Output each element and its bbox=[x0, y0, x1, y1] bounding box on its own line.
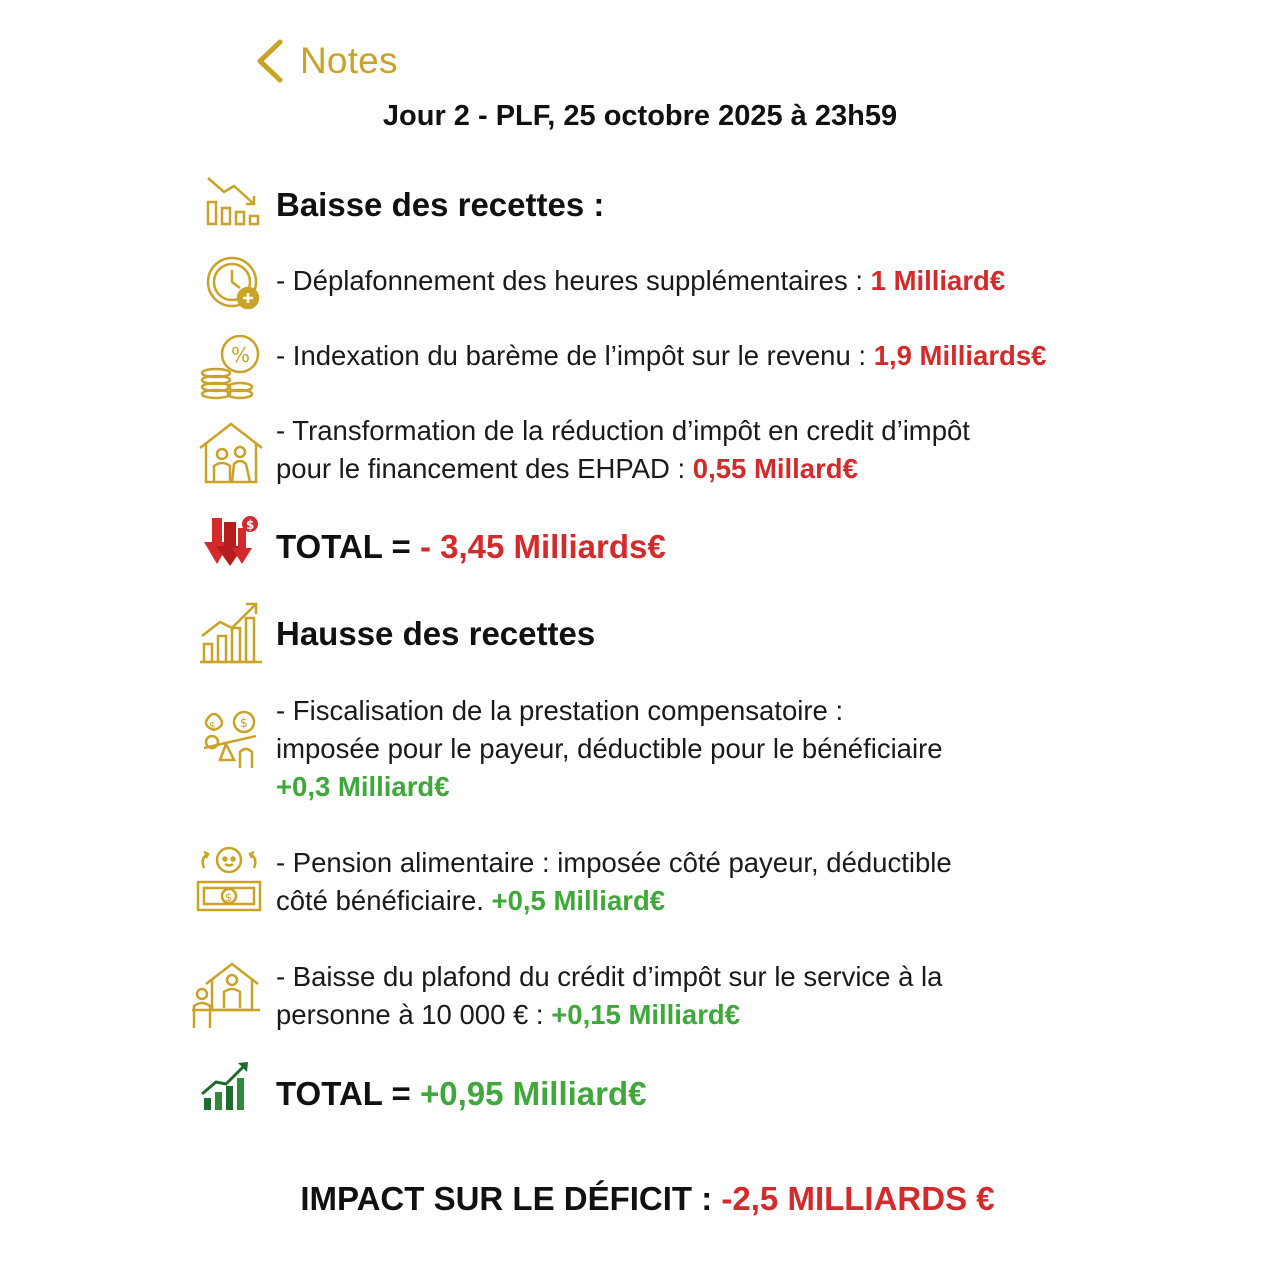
elderly-home-icon bbox=[198, 420, 264, 486]
green-growth-chart-icon bbox=[200, 1060, 252, 1112]
total-baisse: TOTAL = - 3,45 Milliards€ bbox=[276, 528, 666, 565]
prestation-line-3: +0,3 Milliard€ bbox=[276, 771, 450, 802]
total-hausse: TOTAL = +0,95 Milliard€ bbox=[276, 1075, 647, 1112]
clock-plus-icon bbox=[202, 252, 268, 318]
prestation-line-2: imposée pour le payeur, déductible pour le bénéficiaire bbox=[276, 733, 943, 764]
indexation-line: - Indexation du barème de l’impôt sur le revenu : 1,9 Milliards€ bbox=[276, 340, 1047, 371]
rising-bar-chart-icon bbox=[198, 600, 264, 666]
baisse-heading: Baisse des recettes : bbox=[276, 186, 605, 223]
prestation-line-1: - Fiscalisation de la prestation compensatoire : bbox=[276, 695, 844, 726]
service-line-1: - Baisse du plafond du crédit d’impôt sur le service à la bbox=[276, 961, 943, 992]
page-title: Jour 2 - PLF, 25 octobre 2025 à 23h59 bbox=[382, 100, 898, 132]
caregiver-home-icon bbox=[190, 958, 262, 1030]
declining-bar-chart-icon bbox=[202, 170, 268, 236]
ehpad-line-2: pour le financement des EHPAD : 0,55 Millard€ bbox=[276, 453, 858, 484]
chevron-left-icon bbox=[252, 38, 286, 84]
heures-sup-line: - Déplafonnement des heures supplémentaires : 1 Milliard€ bbox=[276, 265, 1006, 296]
child-money-icon bbox=[194, 844, 264, 914]
ehpad-line-1: - Transformation de la réduction d’impôt en credit d’impôt bbox=[276, 415, 970, 446]
impact-deficit: IMPACT SUR LE DÉFICIT : -2,5 MILLIARDS € bbox=[300, 1180, 995, 1217]
svg-text:%: % bbox=[231, 343, 251, 367]
back-button[interactable] bbox=[252, 38, 398, 84]
service-line-2: personne à 10 000 € : +0,15 Milliard€ bbox=[276, 999, 740, 1030]
svg-text:$: $ bbox=[246, 518, 255, 532]
svg-text:$: $ bbox=[225, 891, 232, 904]
coins-percent-icon bbox=[196, 330, 266, 400]
svg-text:$: $ bbox=[240, 716, 248, 730]
balance-scale-money-icon bbox=[198, 708, 264, 774]
red-down-arrows-icon bbox=[204, 512, 260, 568]
svg-text:$: $ bbox=[209, 721, 216, 732]
hausse-heading: Hausse des recettes bbox=[276, 615, 596, 652]
pension-line-2: côté bénéficiaire. +0,5 Milliard€ bbox=[276, 885, 666, 916]
back-label: Notes bbox=[300, 40, 398, 81]
pension-line-1: - Pension alimentaire : imposée côté payeur, déductible bbox=[276, 847, 952, 878]
